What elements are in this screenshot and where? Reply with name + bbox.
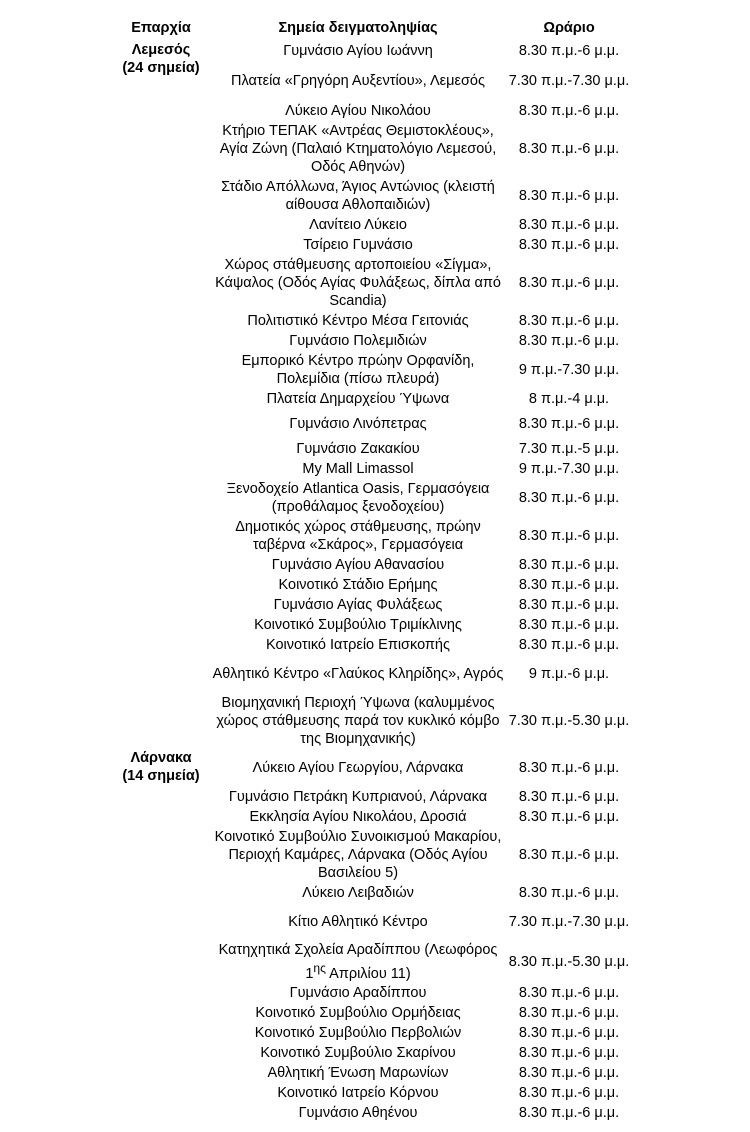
site-cell: Τσίρειο Γυμνάσιο [303,237,413,253]
table-row [112,311,632,331]
site-cell: Λανίτειο Λύκειο [309,217,407,233]
table-row [112,351,632,389]
table-row [112,941,632,983]
site-cell: Γυμνάσιο Πολεμιδιών [289,333,427,349]
hours-cell: 8.30 π.μ.-6 μ.μ. [518,809,620,825]
site-cell: Κοινοτικό Συμβούλιο Σκαρίνου [260,1044,456,1061]
hours-cell: 8.30 π.μ.-6 μ.μ. [518,557,620,573]
table-row [112,1043,632,1063]
hours-cell: 8.30 π.μ.-6 μ.μ. [518,577,620,593]
site-cell: Αθλητικό Κέντρο «Γλαύκος Κληρίδης», Αγρός [212,666,504,682]
hours-cell: 8.30 π.μ.-6 μ.μ. [518,984,620,1001]
hours-cell: 8.30 π.μ.-6 μ.μ. [518,1084,620,1101]
hours-cell: 7.30 π.μ.-5 μ.μ. [518,441,620,457]
hours-cell: 8.30 π.μ.-6 μ.μ. [518,237,620,253]
table-row [112,215,632,235]
table-row [112,635,632,655]
table-row [112,121,632,177]
table-header-row [112,17,632,41]
hours-cell: 8.30 π.μ.-6 μ.μ. [518,1004,620,1021]
hours-cell: 8.30 π.μ.-6 μ.μ. [518,217,620,233]
site-cell: Γυμνάσιο Πετράκη Κυπριανού, Λάρνακα [228,789,488,805]
region-name: Λάρνακα [130,750,192,766]
site-cell: Γυμνάσιο Λινόπετρας [289,416,427,432]
site-cell: Δημοτικός χώρος στάθμευσης, πρώην ταβέρνα «Σκάρος», Γερμασόγεια [235,519,481,553]
table-row [112,1103,632,1123]
hours-cell: 8.30 π.μ.-6 μ.μ. [518,637,620,653]
site-cell: Γυμνάσιο Αραδίππου [289,984,427,1001]
site-cell: Πολιτιστικό Κέντρο Μέσα Γειτονιάς [247,313,469,329]
hours-cell: 8.30 π.μ.-6 μ.μ. [518,1104,620,1121]
hours-cell: 8.30 π.μ.-6 μ.μ. [518,847,620,863]
table-row [112,595,632,615]
table-row [112,439,632,459]
table-row [112,479,632,517]
site-cell: Κοινοτικό Ιατρείο Κόρνου [277,1084,439,1101]
table-row [112,693,632,749]
site-cell: Χώρος στάθμευσης αρτοποιείου «Σίγμα», Κάψαλος (Οδός Αγίας Φυλάξεως, δίπλα από Scandia) [215,257,501,309]
superscript-ordinal: ης [313,961,326,975]
region-count: (14 σημεία) [122,768,200,784]
table-row [112,883,632,903]
site-cell: Εμπορικό Κέντρο πρώην Ορφανίδη, Πολεμίδια (πίσω πλευρά) [241,353,475,387]
site-cell: Λύκειο Αγίου Γεωργίου, Λάρνακα [252,760,464,776]
table-row [112,517,632,555]
hours-cell: 9 π.μ.-7.30 μ.μ. [518,461,620,477]
table-row [112,1003,632,1023]
hours-cell: 8.30 π.μ.-6 μ.μ. [518,313,620,329]
hours-cell: 8.30 π.μ.-6 μ.μ. [518,885,620,901]
table-row [112,827,632,883]
hours-cell: 8.30 π.μ.-6 μ.μ. [518,528,620,544]
table-row [112,255,632,311]
hours-cell: 8.30 π.μ.-6 μ.μ. [518,597,620,613]
site-cell: Ξενοδοχείο Atlantica Oasis, Γερμασόγεια (προθάλαμος ξενοδοχείου) [226,481,490,515]
site-cell: Κατηχητικά Σχολεία Αραδίππου (Λεωφόρος $1^{\eta\varsigma}$ Απριλίου 11) [218,942,498,982]
table-row [112,903,632,941]
table-row [112,409,632,439]
header-region: Επαρχία [131,20,191,36]
header-site: Σημεία δειγματοληψίας [278,20,438,36]
region-larnaca [112,749,210,787]
hours-cell: 8.30 π.μ.-6 μ.μ. [518,275,620,291]
hours-cell: 8.30 π.μ.-6 μ.μ. [518,1044,620,1061]
hours-cell: 7.30 π.μ.-5.30 μ.μ. [508,713,630,729]
table-row [112,459,632,479]
hours-cell: 8.30 π.μ.-6 μ.μ. [518,617,620,633]
table-row [112,807,632,827]
table-row [112,235,632,255]
table-row [112,555,632,575]
hours-cell: 9 π.μ.-6 μ.μ. [528,666,610,682]
hours-cell: 8.30 π.μ.-6 μ.μ. [518,141,620,157]
table-row [112,101,632,121]
table-row [112,1023,632,1043]
site-cell: Λύκειο Λειβαδιών [302,885,414,901]
table-row [112,983,632,1003]
site-cell: Κοινοτικό Ιατρείο Επισκοπής [265,637,450,653]
site-cell: Εκκλησία Αγίου Νικολάου, Δροσιά [249,809,467,825]
site-cell: Γυμνάσιο Αγίου Ιωάννη [283,43,433,59]
table-row [112,615,632,635]
hours-cell: 8.30 π.μ.-6 μ.μ. [518,333,620,349]
site-cell: Γυμνάσιο Ζακακίου [296,441,420,457]
hours-cell: 8.30 π.μ.-6 μ.μ. [518,188,620,204]
site-cell: Πλατεία Δημαρχείου Ύψωνα [266,391,450,407]
site-cell: Στάδιο Απόλλωνα, Άγιος Αντώνιος (κλειστή αίθουσα Αθλοπαιδιών) [221,179,495,213]
table-row [112,575,632,595]
site-cell: Γυμνάσιο Αγίου Αθανασίου [271,557,445,573]
sampling-points-table [112,17,632,1123]
table-row [112,331,632,351]
hours-cell: 8.30 π.μ.-6 μ.μ. [518,1064,620,1081]
table-row [112,41,632,61]
site-cell: Γυμνάσιο Αθηένου [298,1104,418,1121]
hours-cell: 7.30 π.μ.-7.30 μ.μ. [508,73,630,89]
table-row [112,655,632,693]
site-cell: Λύκειο Αγίου Νικολάου [285,103,431,119]
site-cell: Κοινοτικό Συμβούλιο Τριμίκλινης [254,617,462,633]
site-cell: Κτήριο ΤΕΠΑΚ «Αντρέας Θεμιστοκλέους», Αγία Ζώνη (Παλαιό Κτηματολόγιο Λεμεσού, Οδός Αθηνών) [219,123,497,175]
hours-cell: 8.30 π.μ.-5.30 μ.μ. [508,953,630,970]
table-row [112,1083,632,1103]
table-row [112,1063,632,1083]
site-cell: My Mall Limassol [302,461,414,477]
site-cell: Αθλητική Ένωση Μαρωνίων [267,1064,449,1081]
region-limassol [112,41,210,101]
hours-cell: 8.30 π.μ.-6 μ.μ. [518,43,620,59]
header-hours: Ωράριο [543,20,595,36]
site-cell: Βιομηχανική Περιοχή Ύψωνα (καλυμμένος χώρος στάθμευσης παρά τον κυκλικό κόμβο της Βιομηχανικής) [216,695,500,747]
site-cell: Κοινοτικό Στάδιο Ερήμης [278,577,438,593]
hours-cell: 8.30 π.μ.-6 μ.μ. [518,490,620,506]
hours-cell: 8.30 π.μ.-6 μ.μ. [518,103,620,119]
table-row [112,177,632,215]
hours-cell: 7.30 π.μ.-7.30 μ.μ. [508,914,630,930]
hours-cell: 8.30 π.μ.-6 μ.μ. [518,1024,620,1041]
hours-cell: 9 π.μ.-7.30 μ.μ. [518,362,620,378]
site-cell: Κίτιο Αθλητικό Κέντρο [288,914,428,930]
table-row [112,389,632,409]
hours-cell: 8.30 π.μ.-6 μ.μ. [518,789,620,805]
hours-cell: 8.30 π.μ.-6 μ.μ. [518,416,620,432]
region-count: (24 σημεία) [122,60,200,76]
site-cell: Γυμνάσιο Αγίας Φυλάξεως [273,597,443,613]
site-cell: Πλατεία «Γρηγόρη Αυξεντίου», Λεμεσός [231,73,485,89]
table-row [112,749,632,787]
site-cell: Κοινοτικό Συμβούλιο Συνοικισμού Μακαρίου, Περιοχή Καμάρες, Λάρνακα (Οδός Αγίου Βασιλείου 5) [214,829,502,881]
site-cell: Κοινοτικό Συμβούλιο Περβολιών [254,1024,462,1041]
hours-cell: 8.30 π.μ.-6 μ.μ. [518,760,620,776]
site-cell: Κοινοτικό Συμβούλιο Ορμήδειας [255,1004,461,1021]
hours-cell: 8 π.μ.-4 μ.μ. [528,391,610,407]
region-name: Λεμεσός [131,42,191,58]
table-row [112,787,632,807]
